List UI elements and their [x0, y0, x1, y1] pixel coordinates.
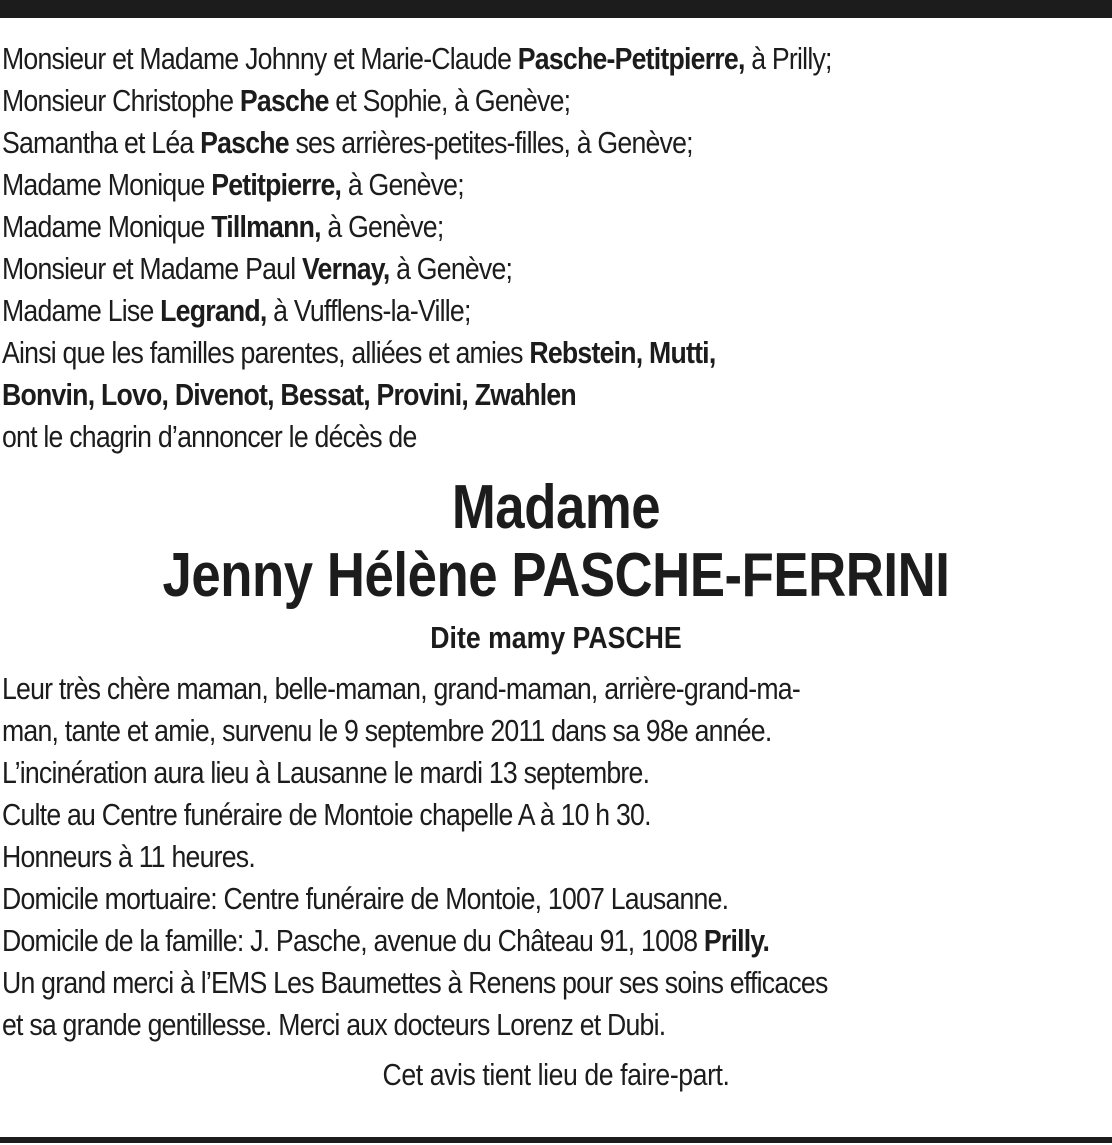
obituary-notice	[2, 38, 1110, 1096]
announcement-line: ont le chagrin d’annoncer le décès de	[2, 419, 417, 454]
family-line: Ainsi que les familles parentes, alliées et amies Rebstein, Mutti,	[2, 335, 716, 370]
closing-line: Cet avis tient lieu de faire-part.	[382, 1057, 730, 1092]
family-line: Samantha et Léa Pasche ses arrières-petites-filles, à Genève;	[2, 125, 693, 160]
deceased-heading	[2, 474, 1110, 658]
family-line: Madame Monique Petitpierre, à Genève;	[2, 167, 464, 202]
family-line: Madame Lise Legrand, à Vufflens-la-Ville;	[2, 293, 471, 328]
family-list	[2, 38, 1110, 458]
family-line: Bonvin, Lovo, Divenot, Bessat, Provini, Zwahlen	[2, 377, 576, 412]
body-line: man, tante et amie, survenu le 9 septembre 2011 dans sa 98e année.	[2, 713, 772, 748]
family-line: Madame Monique Tillmann, à Genève;	[2, 209, 444, 244]
body-line: Leur très chère maman, belle-maman, grand-maman, arrière-grand-ma-	[2, 671, 800, 706]
bottom-rule	[0, 1137, 1112, 1143]
body-line: et sa grande gentillesse. Merci aux docteurs Lorenz et Dubi.	[2, 1007, 666, 1042]
top-rule	[0, 0, 1112, 18]
body-line: Domicile de la famille: J. Pasche, avenue du Château 91, 1008 Prilly.	[2, 923, 770, 958]
body-line: Un grand merci à l’EMS Les Baumettes à Renens pour ses soins efficaces	[2, 965, 828, 1000]
body-line: Culte au Centre funéraire de Montoie chapelle A à 10 h 30.	[2, 797, 651, 832]
body-line: Honneurs à 11 heures.	[2, 839, 256, 874]
notice-body	[2, 668, 1110, 1046]
body-line: Domicile mortuaire: Centre funéraire de Montoie, 1007 Lausanne.	[2, 881, 729, 916]
deceased-nickname: Dite mamy PASCHE	[430, 620, 682, 655]
deceased-title: Madame	[451, 473, 661, 542]
body-line: L’incinération aura lieu à Lausanne le mardi 13 septembre.	[2, 755, 650, 790]
deceased-name: Jenny Hélène PASCHE-FERRINI	[162, 541, 950, 610]
family-line: Monsieur et Madame Paul Vernay, à Genève;	[2, 251, 513, 286]
family-line: Monsieur et Madame Johnny et Marie-Claude Pasche-Petitpierre, à Prilly;	[2, 41, 832, 76]
family-line: Monsieur Christophe Pasche et Sophie, à Genève;	[2, 83, 571, 118]
